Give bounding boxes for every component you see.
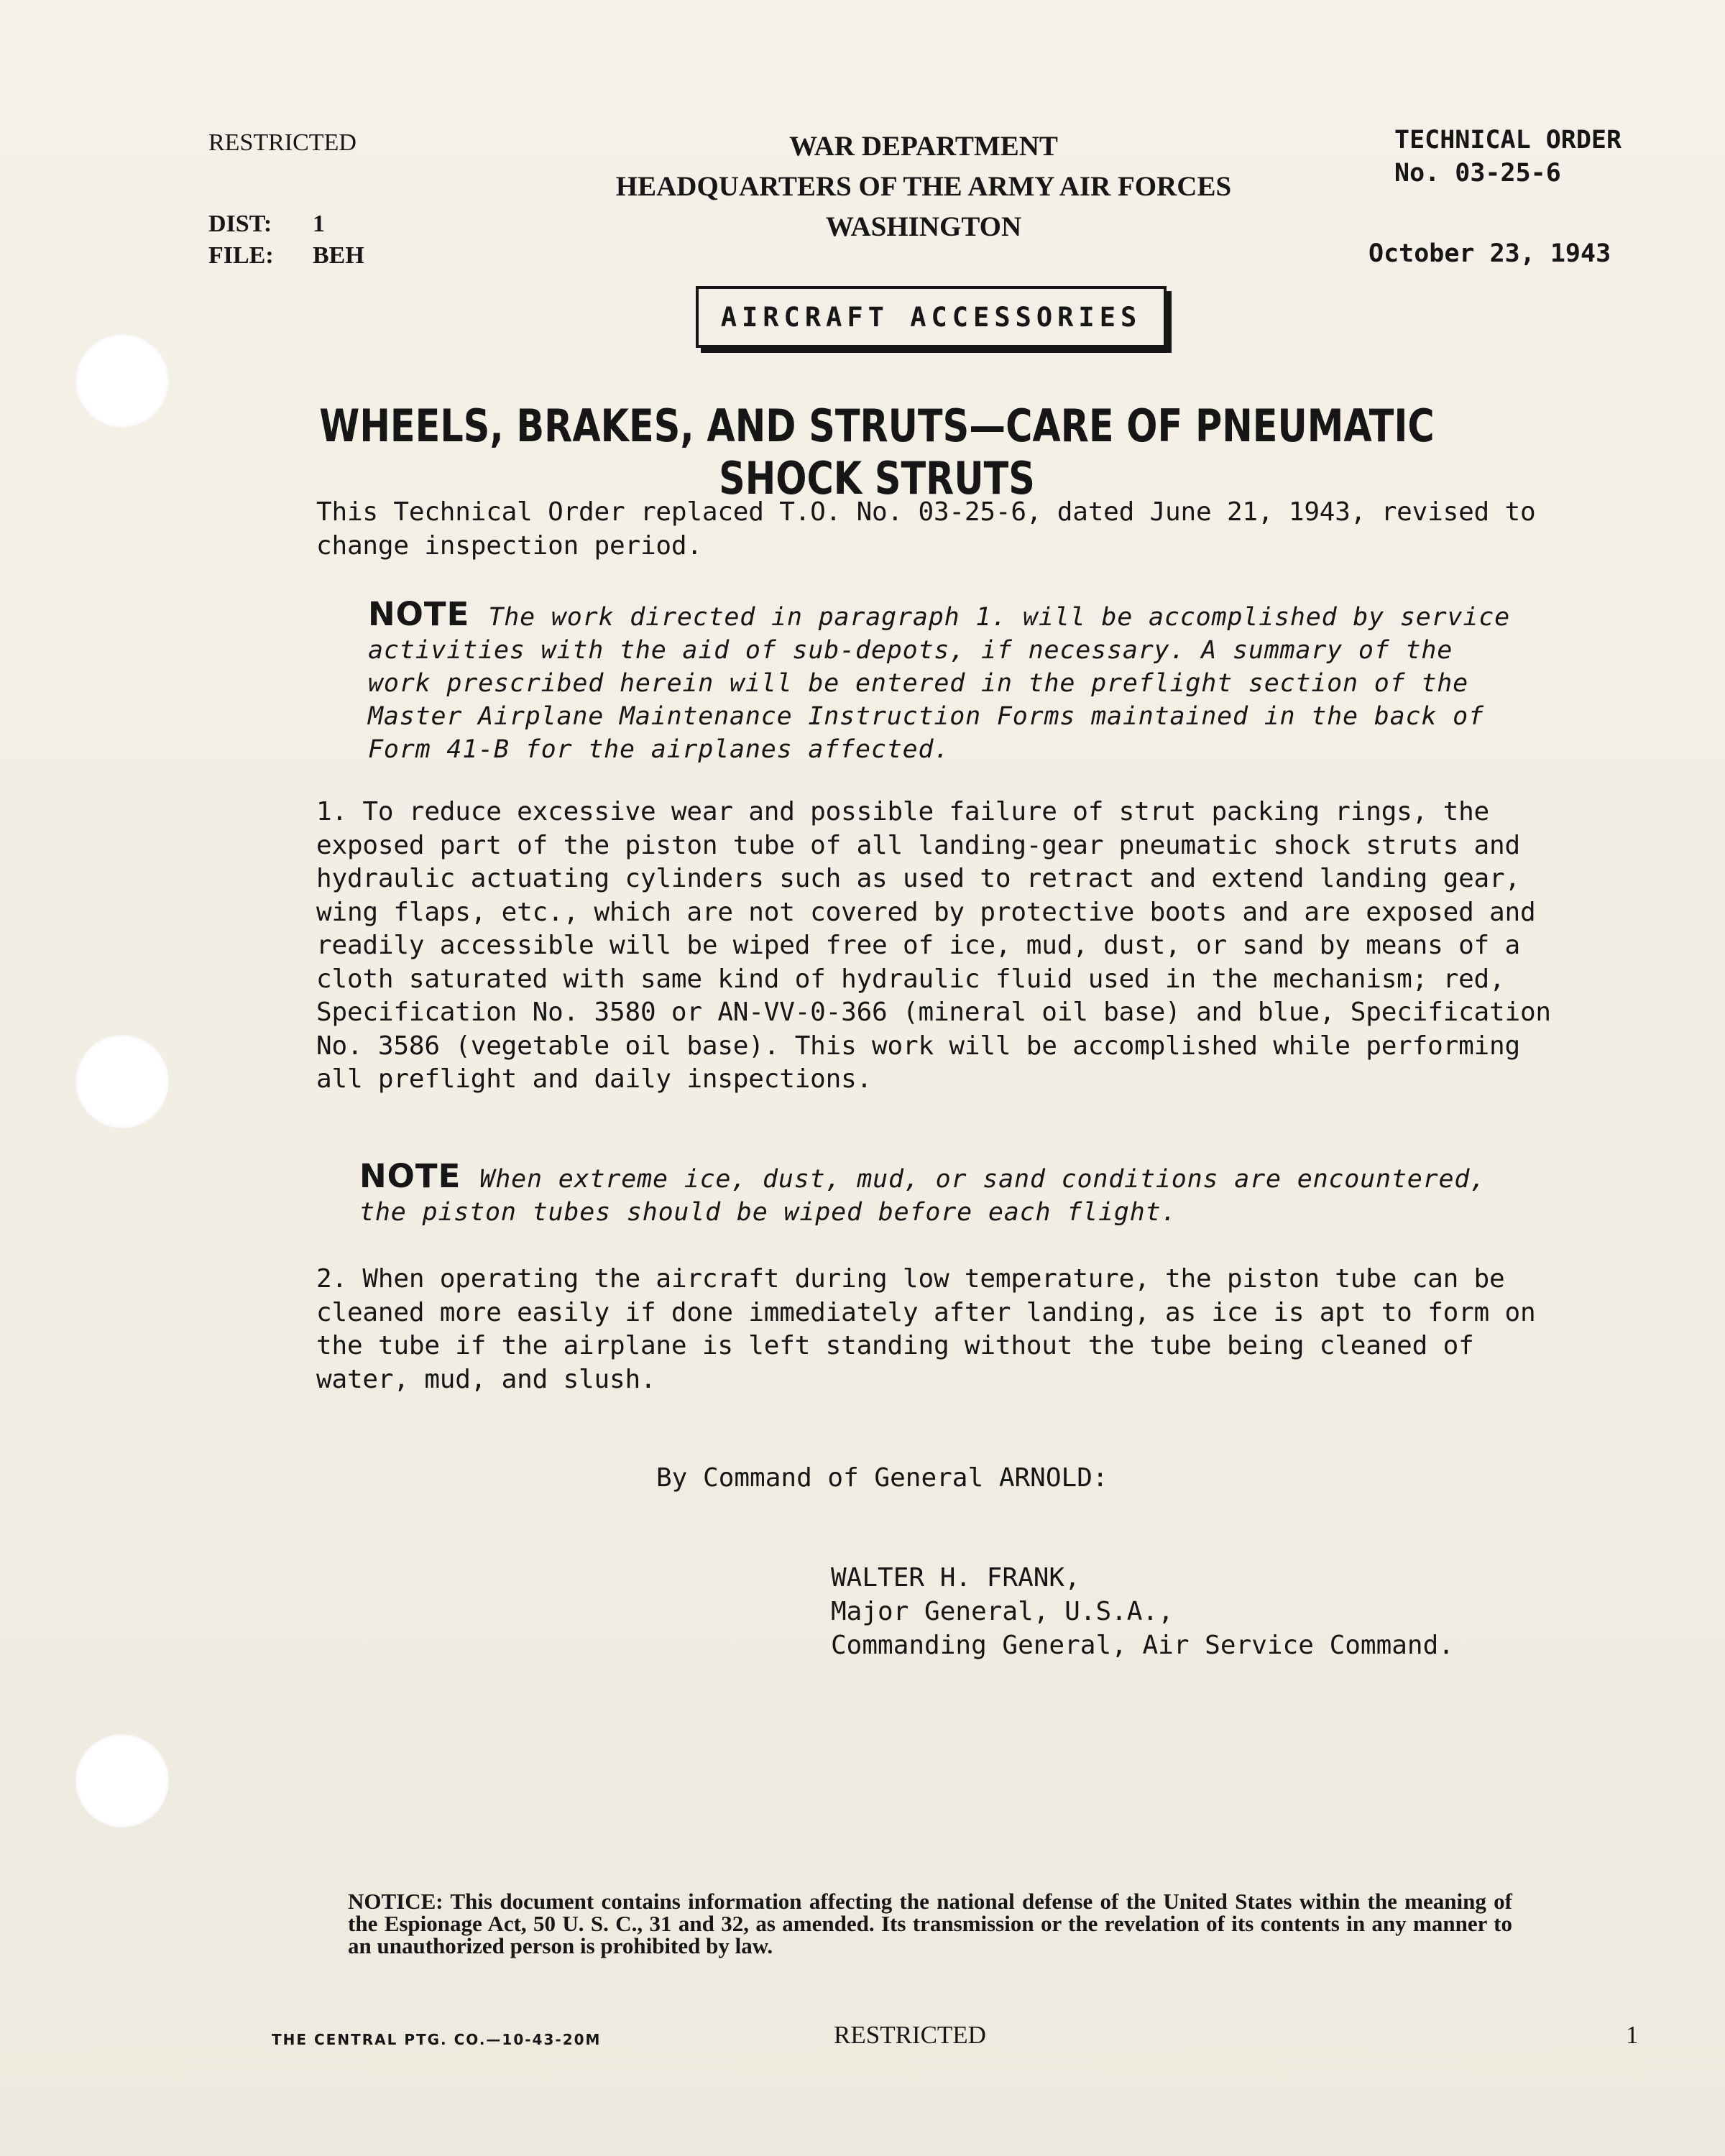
- punch-hole: [75, 1035, 169, 1128]
- file-label: FILE:: [208, 242, 274, 269]
- document-title: WHEELS, BRAKES, AND STRUTS—CARE OF PNEUMATIC SHOCK STRUTS: [319, 400, 1435, 505]
- classification-bottom: RESTRICTED: [834, 2021, 986, 2049]
- technical-order-number: [1394, 124, 1622, 190]
- org-line-1: WAR DEPARTMENT: [789, 131, 1058, 162]
- note-block: [359, 1157, 1502, 1229]
- paragraph-2: 2. When operating the aircraft during low temperature, the piston tube can be cleaned more easily if done immediately after landing, as ice is apt to form on the tube if the airplane is left standing without the tube being cleaned of water, mud, and slush.: [316, 1264, 1536, 1394]
- classification-top: RESTRICTED: [208, 129, 356, 156]
- note-block: [368, 595, 1511, 766]
- signatory-name: WALTER H. FRANK,: [831, 1563, 1080, 1593]
- org-line-3: WASHINGTON: [825, 211, 1022, 242]
- issuing-organization: [546, 126, 1301, 247]
- printer-line: THE CENTRAL PTG. CO.—10-43-20M: [272, 2031, 602, 2048]
- punch-hole: [75, 334, 169, 428]
- command-line: By Command of General ARNOLD:: [656, 1463, 1108, 1493]
- note-text: The work directed in paragraph 1. will be accomplished by service activities with the aid of sub-depots, if necessary. A summary of the work prescribed herein will be entered in the preflight section of the Master Airplane Maintenance Instruction Forms maintained in the back of Form 41-B for the airplanes affected.: [368, 603, 1511, 764]
- issue-date: October 23, 1943: [1368, 239, 1611, 268]
- distribution-block: [208, 208, 364, 272]
- org-line-2: HEADQUARTERS OF THE ARMY AIR FORCES: [615, 171, 1232, 202]
- dist-value: 1: [313, 211, 325, 237]
- intro-paragraph: This Technical Order replaced T.O. No. 03-25-6, dated June 21, 1943, revised to change inspection period.: [316, 497, 1536, 561]
- page-number: 1: [1626, 2021, 1639, 2049]
- signature-block: [831, 1561, 1454, 1662]
- punch-hole: [75, 1734, 169, 1828]
- to-line-1: TECHNICAL ORDER: [1394, 126, 1622, 155]
- signatory-rank: Major General, U.S.A.,: [831, 1597, 1174, 1626]
- file-value: BEH: [313, 242, 364, 269]
- security-notice: NOTICE: This document contains information affecting the national defense of the United States within the meaning of the Espionage Act, 50 U. S. C., 31 and 32, as amended. Its transmission or the revelation of its contents in any manner to an unauthorized person is prohibited by law.: [348, 1889, 1512, 1958]
- to-line-2: No. 03-25-6: [1394, 159, 1561, 188]
- note-label: NOTE: [368, 595, 470, 633]
- note-text: When extreme ice, dust, mud, or sand conditions are encountered, the piston tubes should be wiped before each flight.: [359, 1165, 1486, 1227]
- note-label: NOTE: [359, 1157, 461, 1195]
- dist-label: DIST:: [208, 211, 272, 237]
- paragraph-1: 1. To reduce excessive wear and possible failure of strut packing rings, the exposed part of the piston tube of all landing-gear pneumatic shock struts and hydraulic actuating cylinders such as used to retract and extend landing gear, wing flaps, etc., which are not covered by protective boots and are exposed and readily accessible will be wiped free of ice, mud, dust, or sand by means of a cloth saturated with same kind of hydraulic fluid used in the mechanism; red, Specification No. 3580 or AN-VV-0-366 (mineral oil base) and blue, Specification No. 3586 (vegetable oil base). This work will be accomplished while performing all preflight and daily inspections.: [316, 797, 1551, 1094]
- category-box: AIRCRAFT ACCESSORIES: [696, 286, 1167, 348]
- signatory-position: Commanding General, Air Service Command.: [831, 1631, 1454, 1660]
